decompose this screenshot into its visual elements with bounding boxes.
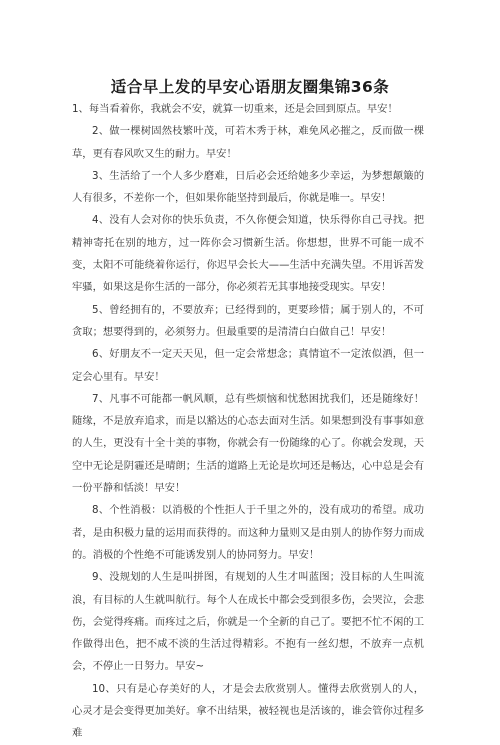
paragraph-6: 6、好朋友不一定天天见，但一定会常想念；真情谊不一定浓似酒，但一定会心里有。早安！ xyxy=(72,348,424,383)
paragraph-9: 9、没规划的人生是叫拼图，有规划的人生才叫蓝图；没目标的人生叫流浪，有目标的人生就叫航行。每个人在成长中都会受到很多伤，会哭泣，会悲伤，会觉得疼痛。而疼过之后，你就是一个全新的自己了。要把不忙不闲的工作做得出色，把不咸不淡的生活过得精彩。不抱有一丝幻想，不放弃一点机会，不停止一日努力。早安~ xyxy=(72,571,424,673)
paragraph-4: 4、没有人会对你的快乐负责，不久你便会知道，快乐得你自己寻找。把精神寄托在别的地方，过一阵你会习惯新生活。你想想，世界不可能一成不变，太阳不可能绕着你运行，你迟早会长大——生活中充满失望。不用诉苦发牢骚，如果这是你生活的一部分，你必须若无其事地接受现实。早安！ xyxy=(72,214,424,294)
paragraph-8: 8、个性消极：以消极的个性拒人于千里之外的，没有成功的希望。成功者，是由积极力量的运用而获得的。而这种力量则又是由别人的协作努力而成的。消极的个性绝不可能诱发别人的协同努力。早安！ xyxy=(72,504,424,561)
article-body xyxy=(72,98,424,745)
paragraph-5: 5、曾经拥有的，不要放弃；已经得到的，更要珍惜；属于别人的，不可贪取；想要得到的，必须努力。但最重要的是清清白白做自己！早安！ xyxy=(72,303,424,338)
paragraph-10: 10、只有是心存美好的人，才是会去欣赏别人。懂得去欣赏别人的人，心灵才是会变得更加美好。拿不出结果，被轻视也是活该的，谁会管你过程多难 xyxy=(72,682,424,740)
paragraph-3: 3、生活给了一个人多少磨难，日后必会还给她多少幸运，为梦想颠簸的人有很多，不差你一个，但如果你能坚持到最后，你就是唯一。早安！ xyxy=(72,169,424,205)
paragraph-1: 1、每当看着你，我就会不安，就算一切重来，还是会回到原点。早安！ xyxy=(72,103,398,115)
paragraph-2: 2、做一棵树固然枝繁叶茂，可若木秀于林，难免风必摧之，反而做一棵草，更有春风吹又生的耐力。早安！ xyxy=(72,125,424,160)
paragraph-7: 7、凡事不可能都一帆风顺，总有些烦恼和忧愁困扰我们，还是随缘好！随缘，不是放弃追求，而是以豁达的心态去面对生活。如果想到没有事事如意的人生，更没有十全十美的事物，你就会有一份随缘的心了。你就会发现，天空中无论是阴霾还是晴朗；生活的道路上无论是坎坷还是畅达，心中总是会有一份平静和恬淡！早安！ xyxy=(72,392,424,495)
page-title: 适合早上发的早安心语朋友圈集锦36条 xyxy=(110,78,390,96)
